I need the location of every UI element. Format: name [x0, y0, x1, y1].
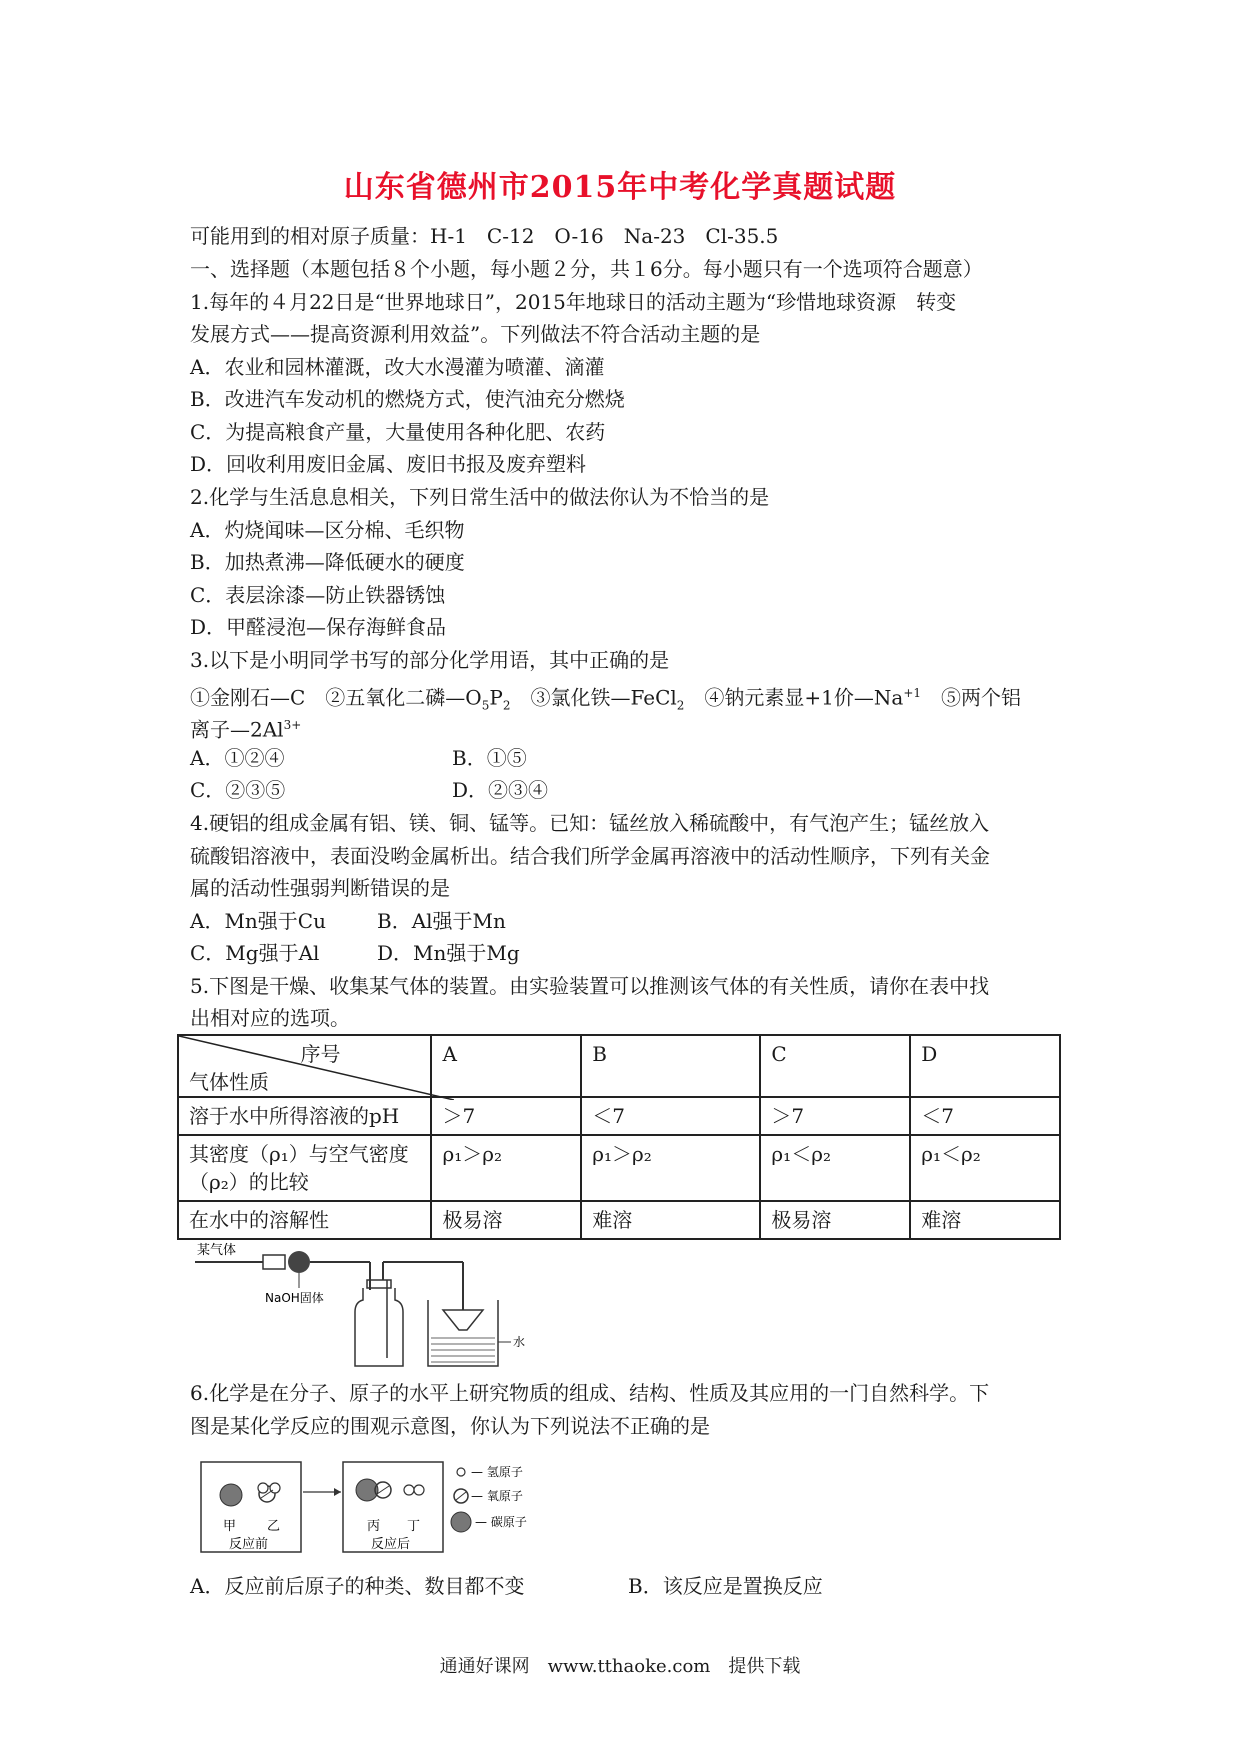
hydrogen-atom [404, 1485, 414, 1495]
col-header: B [581, 1035, 760, 1097]
q1-option-c: C．为提高粮食产量，大量使用各种化肥、农药 [190, 420, 606, 444]
table-cell: ρ₁＜ρ₂ [910, 1135, 1060, 1201]
legend-oxygen: — 氧原子 [471, 1489, 523, 1503]
footer-source: 通通好课网 www.tthaoke.com 提供下载 [439, 1656, 801, 1677]
q3-item-5-cont: 离子—2Al [190, 717, 284, 742]
q1-option-d: D．回收利用废旧金属、废旧书报及废弃塑料 [190, 452, 587, 476]
q2-stem: 2.化学与生活息息相关，下列日常生活中的做法你认为不恰当的是 [190, 485, 770, 509]
table-cell: 极易溶 [431, 1201, 581, 1239]
table-cell: 难溶 [910, 1201, 1060, 1239]
legend-hydrogen: — 氢原子 [471, 1465, 523, 1479]
q3-item-3: ③氯化铁—FeCl [510, 685, 677, 710]
label-ding: 丁 [407, 1519, 421, 1534]
header-property: 气体性质 [189, 1070, 269, 1094]
q3-superscript: 3+ [283, 718, 302, 732]
q4-stem-line-1: 4.硬铝的组成金属有铝、镁、铜、锰等。已知：锰丝放入稀硫酸中，有气泡产生；锰丝放入 [190, 811, 990, 835]
q6-option-b: B．该反应是置换反应 [628, 1574, 823, 1598]
q2-option-b: B．加热煮沸—降低硬水的硬度 [190, 550, 465, 574]
hydrogen-atom [414, 1485, 424, 1495]
naoh-drying-ball [288, 1251, 310, 1273]
q3-option-c: C．②③⑤ [190, 778, 286, 802]
q5-stem-line-2: 出相对应的选项。 [190, 1006, 350, 1030]
q1-stem-line-1: 1.每年的４月22日是“世界地球日”，2015年地球日的活动主题为“珍惜地球资源 转变 [190, 290, 957, 314]
table-header-row [178, 1035, 1060, 1097]
row-label [178, 1135, 431, 1201]
col-header: D [910, 1035, 1060, 1097]
q3-items-line-1 [190, 680, 1021, 719]
atomic-mass-line: 可能用到的相对原子质量：H-1 C-12 O-16 Na-23 Cl-35.5 [190, 224, 779, 248]
page-title: 山东省德州市2015年中考化学真题试题 [343, 170, 897, 205]
label-gas: 某气体 [197, 1243, 237, 1258]
header-serial: 序号 [300, 1042, 341, 1066]
label-before: 反应前 [229, 1537, 269, 1552]
q4-option-c: C．Mg强于Al [190, 941, 320, 965]
q1-option-b: B．改进汽车发动机的燃烧方式，使汽油充分燃烧 [190, 387, 625, 411]
label-after: 反应后 [371, 1537, 411, 1552]
gas-properties-table [177, 1034, 1061, 1240]
q6-stem-line-2: 图是某化学反应的围观示意图，你认为下列说法不正确的是 [190, 1414, 710, 1438]
q4-stem-line-2: 硫酸铝溶液中，表面没哟金属析出。结合我们所学金属再溶液中的活动性顺序，下列有关金 [190, 844, 990, 868]
q2-option-c: C．表层涂漆—防止铁器锈蚀 [190, 583, 446, 607]
table-cell: ρ₁＜ρ₂ [760, 1135, 910, 1201]
q4-option-d: D．Mn强于Mg [377, 941, 520, 965]
legend-carbon: — 碳原子 [475, 1515, 527, 1529]
q6-option-a: A．反应前后原子的种类、数目都不变 [190, 1574, 525, 1598]
q3-item-p: P [489, 685, 503, 710]
drying-tube-connector [263, 1255, 285, 1269]
oxygen-hatch [456, 1492, 466, 1500]
row-label: 在水中的溶解性 [178, 1201, 431, 1239]
q3-option-d: D．②③④ [452, 778, 549, 802]
table-cell: ＜7 [910, 1097, 1060, 1135]
q3-subscript: 2 [676, 698, 685, 713]
table-cell: 极易溶 [760, 1201, 910, 1239]
q1-option-a: A．农业和园林灌溉，改大水漫灌为喷灌、滴灌 [190, 355, 605, 379]
oxygen-hatch [377, 1486, 389, 1494]
label-water: 水 [513, 1335, 526, 1349]
q3-option-b: B．①⑤ [452, 746, 527, 770]
q3-superscript: +1 [903, 686, 922, 700]
row-label-line: （ρ₂）的比较 [189, 1170, 309, 1194]
label-jia: 甲 [223, 1519, 237, 1534]
gas-collection-apparatus-figure [195, 1240, 535, 1370]
label-naoh: NaOH固体 [265, 1291, 324, 1305]
label-bing: 丙 [367, 1519, 381, 1534]
q6-stem-line-1: 6.化学是在分子、原子的水平上研究物质的组成、结构、性质及其应用的一门自然科学。下 [190, 1381, 990, 1405]
table-cell: ρ₁＞ρ₂ [431, 1135, 581, 1201]
q3-stem: 3.以下是小明同学书写的部分化学用语，其中正确的是 [190, 648, 670, 672]
table-cell: ρ₁＞ρ₂ [581, 1135, 760, 1201]
reaction-microscopic-diagram [195, 1440, 565, 1570]
q4-option-a: A．Mn强于Cu [190, 909, 326, 933]
q2-option-a: A．灼烧闻味—区分棉、毛织物 [190, 518, 465, 542]
reaction-arrow-head [334, 1488, 341, 1496]
col-header: C [760, 1035, 910, 1097]
q4-option-b: B．Al强于Mn [377, 909, 506, 933]
q3-subscript: 5 [481, 698, 490, 713]
row-label: 溶于水中所得溶液的pH [178, 1097, 431, 1135]
inverted-funnel [443, 1310, 483, 1330]
water-lines [431, 1338, 495, 1362]
q1-stem-line-2: 发展方式——提高资源利用效益”。下列做法不符合活动主题的是 [190, 322, 761, 346]
hydrogen-atom [258, 1483, 268, 1493]
q3-subscript: 2 [502, 698, 511, 713]
table-row [178, 1201, 1060, 1239]
q3-items-line-2 [190, 712, 301, 743]
q3-item-5: ⑤两个铝 [921, 685, 1022, 710]
table-cell: ＞7 [760, 1097, 910, 1135]
legend-hydrogen-icon [457, 1468, 465, 1476]
q3-option-a: A．①②④ [190, 746, 285, 770]
table-row [178, 1135, 1060, 1201]
section-header: 一、选择题（本题包括８个小题，每小题２分，共１6分。每小题只有一个选项符合题意） [190, 257, 983, 281]
table-row [178, 1097, 1060, 1135]
q2-option-d: D．甲醛浸泡—保存海鲜食品 [190, 615, 447, 639]
diagonal-header-cell [178, 1035, 431, 1097]
gas-collecting-bottle [355, 1288, 403, 1366]
table-cell: 难溶 [581, 1201, 760, 1239]
q5-stem-line-1: 5.下图是干燥、收集某气体的装置。由实验装置可以推测该气体的有关性质，请你在表中找 [190, 974, 990, 998]
row-label-line: 其密度（ρ₁）与空气密度 [189, 1142, 409, 1166]
table-cell: ＞7 [431, 1097, 581, 1135]
label-yi: 乙 [267, 1519, 281, 1534]
q3-item-1-2: ①金刚石—C ②五氧化二磷—O [190, 685, 482, 710]
legend-carbon-icon [451, 1512, 471, 1532]
table-cell: ＜7 [581, 1097, 760, 1135]
q3-item-4: ④钠元素显+1价—Na [684, 685, 904, 710]
carbon-atom [220, 1484, 242, 1506]
q4-stem-line-3: 属的活动性强弱判断错误的是 [190, 876, 450, 900]
col-header: A [431, 1035, 581, 1097]
